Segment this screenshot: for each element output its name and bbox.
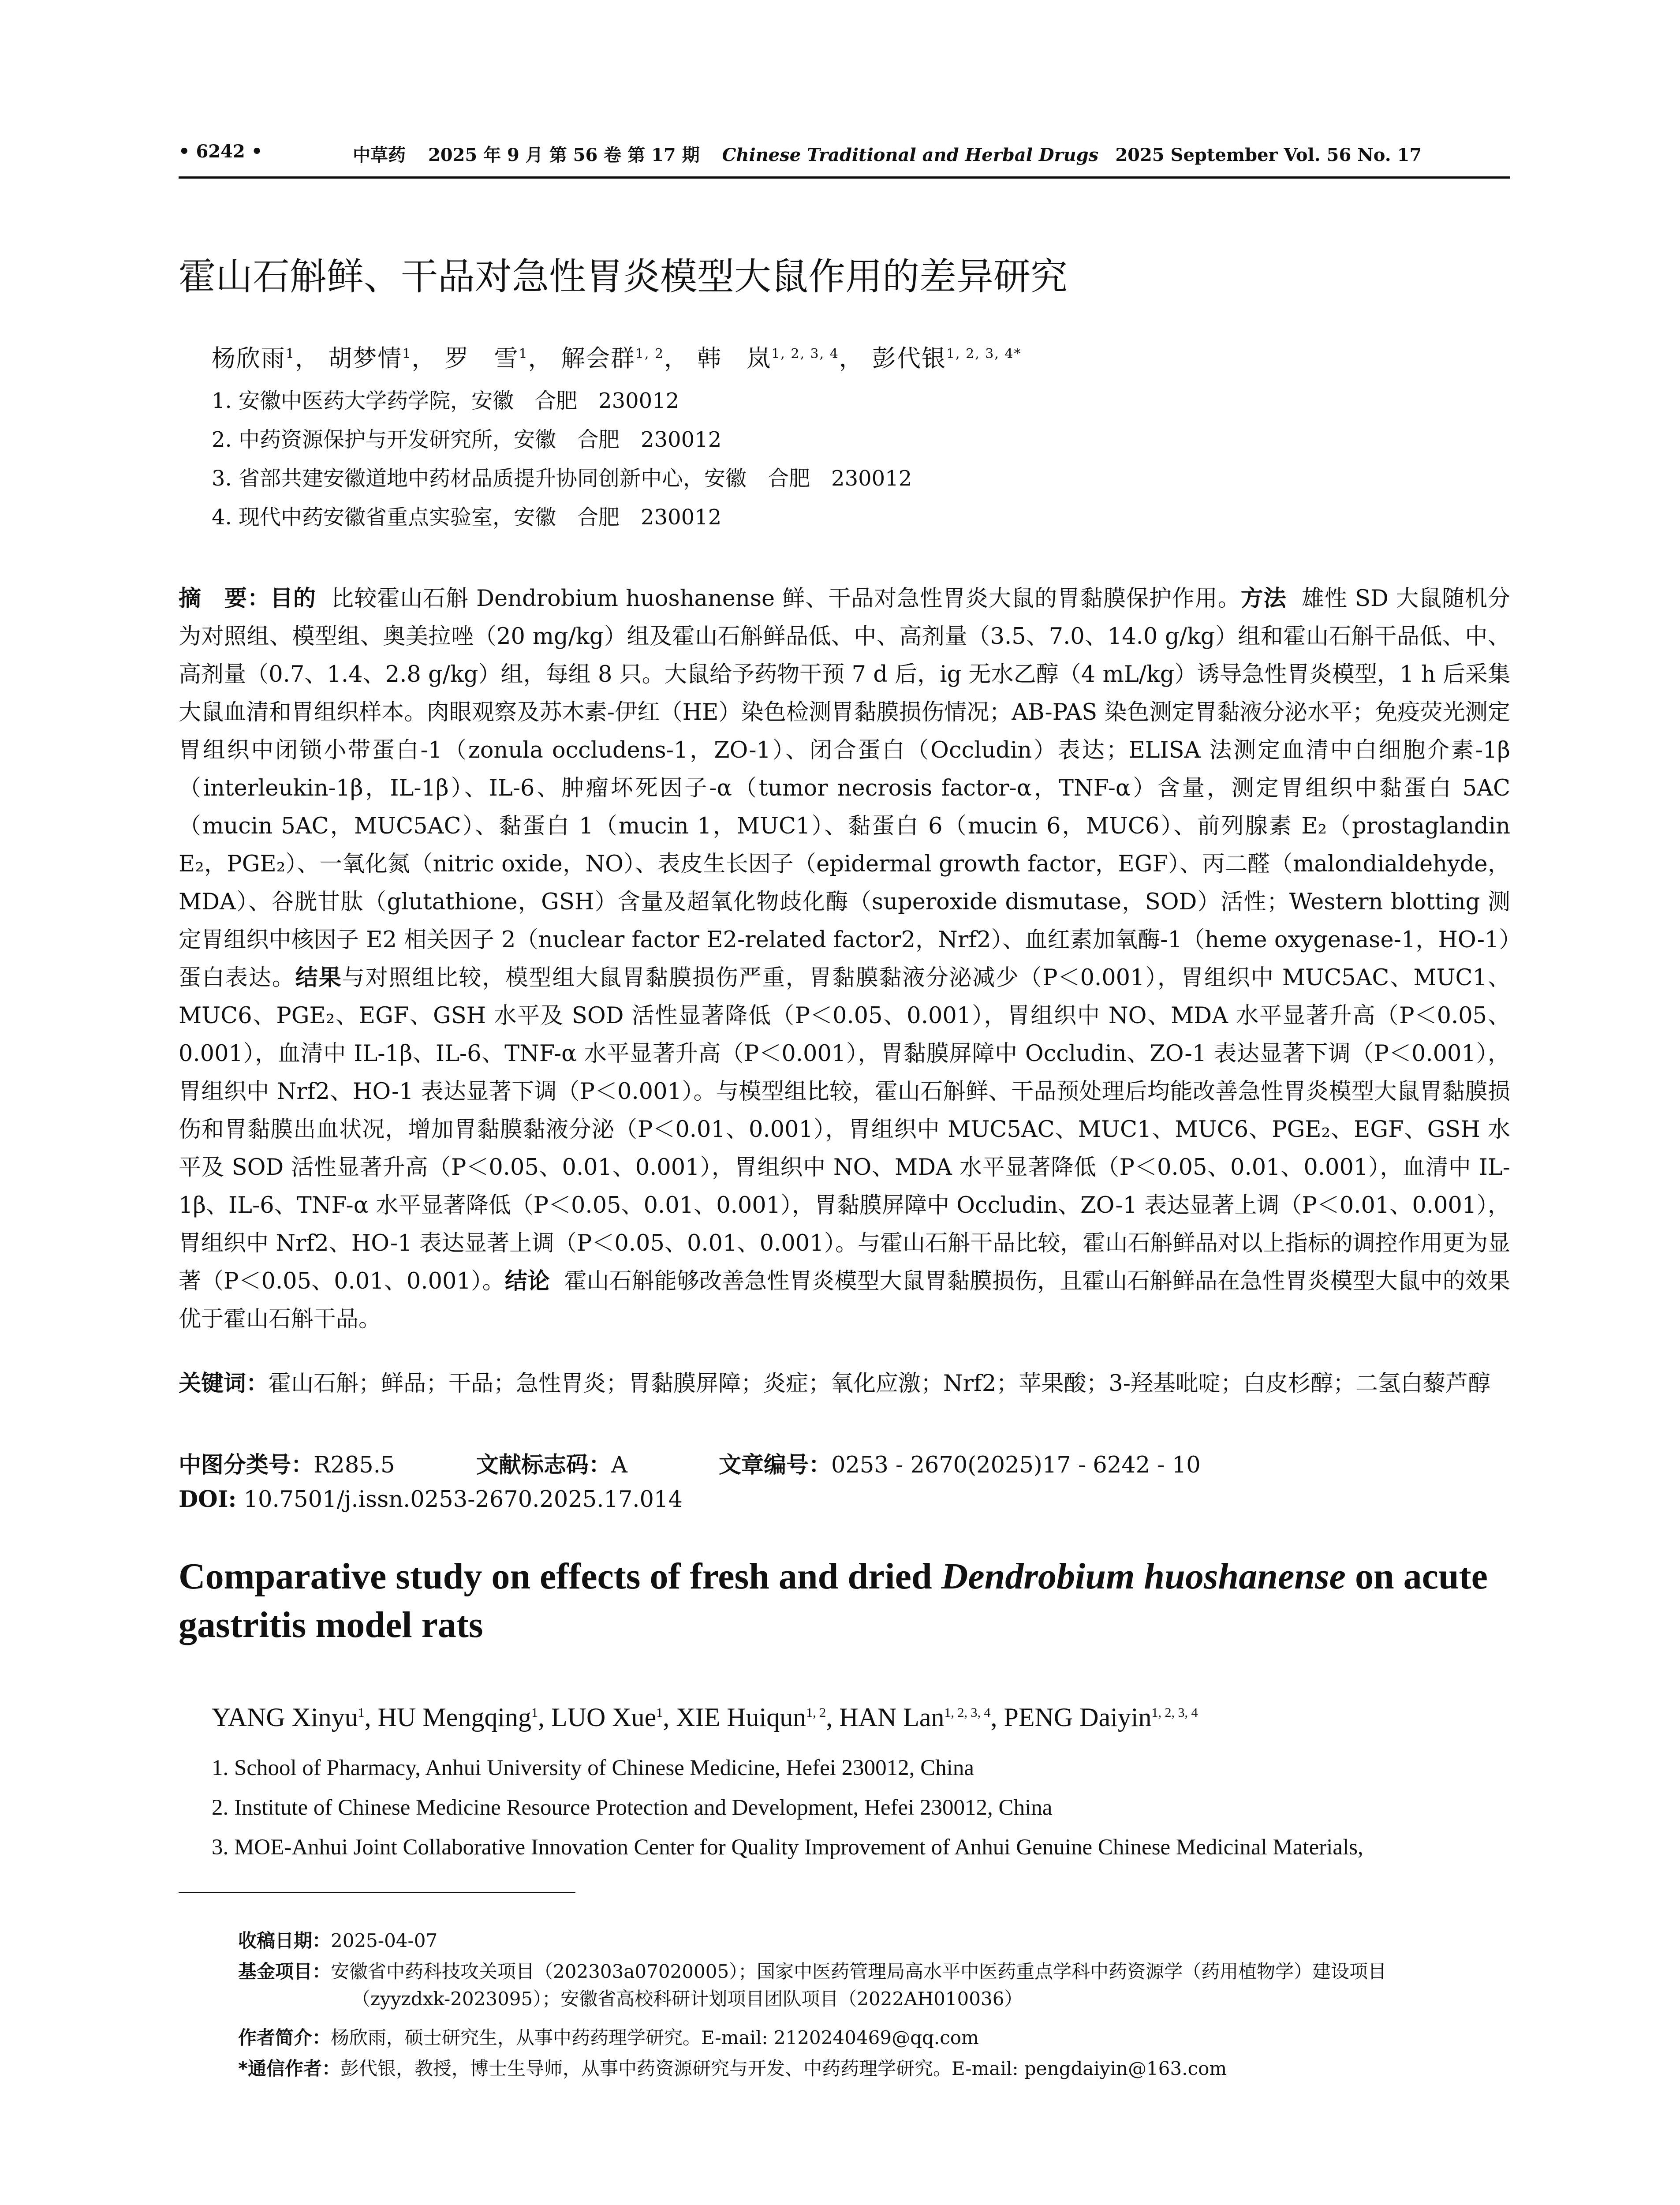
received-date: 2025-04-07	[331, 1930, 438, 1951]
author-aff: 1, 2	[806, 1705, 826, 1720]
results-label: 结果	[295, 965, 342, 991]
document-code-label: 文献标志码：	[476, 1452, 612, 1478]
author-aff: 1	[531, 1705, 538, 1720]
author-aff: 1	[402, 346, 412, 362]
affiliation-en: 2. Institute of Chinese Medicine Resource Protection and Development, Hefei 230012, China	[212, 1795, 1053, 1820]
author-aff: 1, 2	[635, 346, 665, 362]
document-code	[476, 1446, 627, 1479]
abstract	[179, 580, 1510, 1338]
conclusion-label: 结论	[504, 1268, 550, 1294]
author-en: HAN Lan	[839, 1703, 945, 1732]
doi	[179, 1486, 683, 1513]
methods-text: 雄性 SD 大鼠随机分为对照组、模型组、奥美拉唑（20 mg/kg）组及霍山石斛鲜品低、中、高剂量（3.5、7.0、14.0 g/kg）组和霍山石斛干品低、中、高剂量（0.7、1.4、2.8 g/kg）组，每组 8 只。大鼠给予药物干预 7 d 后，ig 无水乙醇（4 mL/kg）诱导急性胃炎模型，1 h 后采集大鼠血清和胃组织样本。肉眼观察及苏木素-伊红（HE）染色检测胃黏膜损伤情况；AB-PAS 染色测定胃黏液分泌水平；免疫荧光测定胃组织中闭锁小带蛋白-1（zonula occludens-1，ZO-1）、闭合蛋白（Occludin）表达；ELISA 法测定血清中白细胞介素-1β（interleukin-1β，IL-1β）、IL-6、肿瘤坏死因子-α（tumor necrosis factor-α，TNF-α）含量，测定胃组织中黏蛋白 5AC（mucin 5AC，MUC5AC）、黏蛋白 1（mucin 1，MUC1）、黏蛋白 6（mucin 6，MUC6）、前列腺素 E₂（prostaglandin E₂，PGE₂）、一氧化氮（nitric oxide，NO）、表皮生长因子（epidermal growth factor，EGF）、丙二醛（malondialdehyde，MDA）、谷胱甘肽（glutathione，GSH）含量及超氧化物歧化酶（superoxide dismutase，SOD）活性；Western blotting 测定胃组织中核因子 E2 相关因子 2（nuclear factor E2-related factor2，Nrf2）、血红素加氧酶-1（heme oxygenase-1，HO-1）蛋白表达。	[179, 586, 1510, 991]
issue-cn: 2025 年 9 月 第 56 卷 第 17 期	[428, 145, 700, 165]
author-aff: 1, 2, 3, 4*	[946, 346, 1022, 362]
title-en	[179, 1552, 1510, 1649]
author-cn: 胡梦情	[328, 344, 403, 372]
fund-line1: 安徽省中药科技攻关项目（202303a07020005）；国家中医药管理局高水平中医药重点学科中药资源学（药用植物学）建设项目	[331, 1961, 1387, 1982]
journal-name-cn: 中草药	[353, 145, 406, 165]
classification	[179, 1446, 395, 1479]
issue-en: 2025 September Vol. 56 No. 17	[1115, 145, 1422, 165]
fund-label: 基金项目：	[238, 1961, 331, 1982]
author-en: YANG Xinyu	[212, 1703, 358, 1732]
header-rule	[179, 176, 1510, 179]
footnote-author	[238, 2024, 1510, 2052]
article-number	[719, 1446, 1201, 1479]
corresponding-text: 彭代银，教授，博士生导师，从事中药资源研究与开发、中药药理学研究。E-mail: pengdaiyin@163.com	[340, 2058, 1227, 2079]
author-aff: 1	[358, 1705, 365, 1720]
objective-text: 比较霍山石斛 Dendrobium huoshanense 鲜、干品对急性胃炎大鼠的胃黏膜保护作用。	[331, 586, 1241, 612]
title-en-species: Dendrobium huoshanense	[941, 1556, 1346, 1597]
conclusion-text: 霍山石斛能够改善急性胃炎模型大鼠胃黏膜损伤，且霍山石斛鲜品在急性胃炎模型大鼠中的效果优于霍山石斛干品。	[179, 1268, 1510, 1332]
affiliation-cn: 3. 省部共建安徽道地中药材品质提升协同创新中心，安徽 合肥 230012	[212, 466, 912, 491]
authors-en: YANG Xinyu$^1$, HU Mengqing$^1$, LUO Xue$^1$, XIE Huiqun$^{1, 2}$, HAN Lan$^{1, 2, 3, 4}$, PENG Daiyin$^{1, 2, 3, 4}$	[212, 1703, 1198, 1732]
keywords-text: 霍山石斛；鲜品；干品；急性胃炎；胃黏膜屏障；炎症；氧化应激；Nrf2；苹果酸；3-羟基吡啶；白皮杉醇；二氢白藜芦醇	[269, 1371, 1491, 1397]
article-number-value: 0253 - 2670(2025)17 - 6242 - 10	[831, 1452, 1201, 1478]
author-bio-label: 作者简介：	[238, 2027, 331, 2048]
results-text: 与对照组比较，模型组大鼠胃黏膜损伤严重，胃黏膜黏液分泌减少（P＜0.001），胃组织中 MUC5AC、MUC1、MUC6、PGE₂、EGF、GSH 水平及 SOD 活性显著降低（P＜0.05、0.001），胃组织中 NO、MDA 水平显著升高（P＜0.05、0.001），血清中 IL-1β、IL-6、TNF-α 水平显著升高（P＜0.001），胃黏膜屏障中 Occludin、ZO-1 表达显著下调（P＜0.001），胃组织中 Nrf2、HO-1 表达显著下调（P＜0.001）。与模型组比较，霍山石斛鲜、干品预处理后均能改善急性胃炎模型大鼠胃黏膜损伤和胃黏膜出血状况，增加胃黏膜黏液分泌（P＜0.01、0.001），胃组织中 MUC5AC、MUC1、MUC6、PGE₂、EGF、GSH 水平及 SOD 活性显著升高（P＜0.05、0.01、0.001），胃组织中 NO、MDA 水平显著降低（P＜0.05、0.01、0.001），血清中 IL-1β、IL-6、TNF-α 水平显著降低（P＜0.05、0.01、0.001），胃黏膜屏障中 Occludin、ZO-1 表达显著上调（P＜0.01、0.001），胃组织中 Nrf2、HO-1 表达显著上调（P＜0.05、0.01、0.001）。与霍山石斛干品比较，霍山石斛鲜品对以上指标的调控作用更为显著（P＜0.05、0.01、0.001）。	[179, 965, 1510, 1294]
title-cn: 霍山石斛鲜、干品对急性胃炎模型大鼠作用的差异研究	[179, 255, 1068, 298]
footnote-corresponding	[238, 2055, 1510, 2082]
document-code-value: A	[611, 1452, 627, 1478]
authors-cn: 杨欣雨$^1$， 胡梦情$^1$， 罗 雪$^1$， 解会群$^{1, 2}$， 韩 岚$^{1, 2, 3, 4}$， 彭代银$^{1, 2, 3, 4*}$	[212, 344, 1022, 372]
author-en: LUO Xue	[551, 1703, 657, 1732]
author-en: XIE Huiqun	[676, 1703, 806, 1732]
title-en-part2: on acute gastritis model rats	[179, 1556, 1488, 1645]
objective-label: 目的	[270, 586, 316, 612]
doi-label: DOI:	[179, 1486, 237, 1513]
affiliation-cn: 2. 中药资源保护与开发研究所，安徽 合肥 230012	[212, 427, 722, 452]
keywords-label: 关键词：	[179, 1371, 269, 1397]
classification-label: 中图分类号：	[179, 1452, 314, 1478]
corresponding-label: *通信作者：	[238, 2058, 340, 2079]
author-cn: 彭代银	[872, 344, 946, 372]
footnote-fund	[238, 1958, 1510, 2013]
abstract-label: 摘 要：	[179, 586, 270, 612]
received-label: 收稿日期：	[238, 1930, 331, 1951]
running-header	[353, 141, 1422, 166]
footnote-rule	[179, 1892, 575, 1893]
author-aff: 1, 2, 3, 4	[771, 346, 839, 362]
methods-label: 方法	[1240, 586, 1287, 612]
author-cn: 解会群	[561, 344, 635, 372]
author-aff: 1	[286, 346, 295, 362]
title-en-part1: Comparative study on effects of fresh and dried	[179, 1556, 941, 1597]
classification-value: R285.5	[314, 1452, 395, 1478]
author-aff: 1	[519, 346, 528, 362]
doi-value: 10.7501/j.issn.0253-2670.2025.17.014	[243, 1487, 683, 1513]
keywords	[179, 1365, 1510, 1403]
article-number-label: 文章编号：	[719, 1452, 832, 1478]
author-aff: 1, 2, 3, 4	[1151, 1705, 1198, 1720]
author-en: HU Mengqing	[377, 1703, 531, 1732]
author-bio: 杨欣雨，硕士研究生，从事中药药理学研究。E-mail: 2120240469@qq.com	[331, 2027, 979, 2048]
footnote-received	[238, 1927, 1510, 1955]
author-cn: 杨欣雨	[212, 344, 286, 372]
affiliation-cn: 4. 现代中药安徽省重点实验室，安徽 合肥 230012	[212, 505, 722, 530]
affiliation-en: 3. MOE-Anhui Joint Collaborative Innovation Center for Quality Improvement of Anhui Genuine Chinese Medicinal Materials,	[212, 1835, 1363, 1860]
fund-line2: （zyyzdxk-2023095）；安徽省高校科研计划项目团队项目（2022AH010036）	[352, 1988, 1023, 2010]
journal-name-en: Chinese Traditional and Herbal Drugs	[722, 145, 1099, 165]
author-cn: 韩 岚	[697, 344, 772, 372]
author-en: PENG Daiyin	[1004, 1703, 1152, 1732]
author-cn: 罗 雪	[444, 344, 519, 372]
affiliation-cn: 1. 安徽中医药大学药学院，安徽 合肥 230012	[212, 389, 679, 413]
affiliation-en: 1. School of Pharmacy, Anhui University of Chinese Medicine, Hefei 230012, China	[212, 1756, 974, 1780]
author-aff: 1	[656, 1705, 663, 1720]
author-aff: 1, 2, 3, 4	[944, 1705, 991, 1720]
page-number: • 6242 •	[179, 141, 263, 162]
